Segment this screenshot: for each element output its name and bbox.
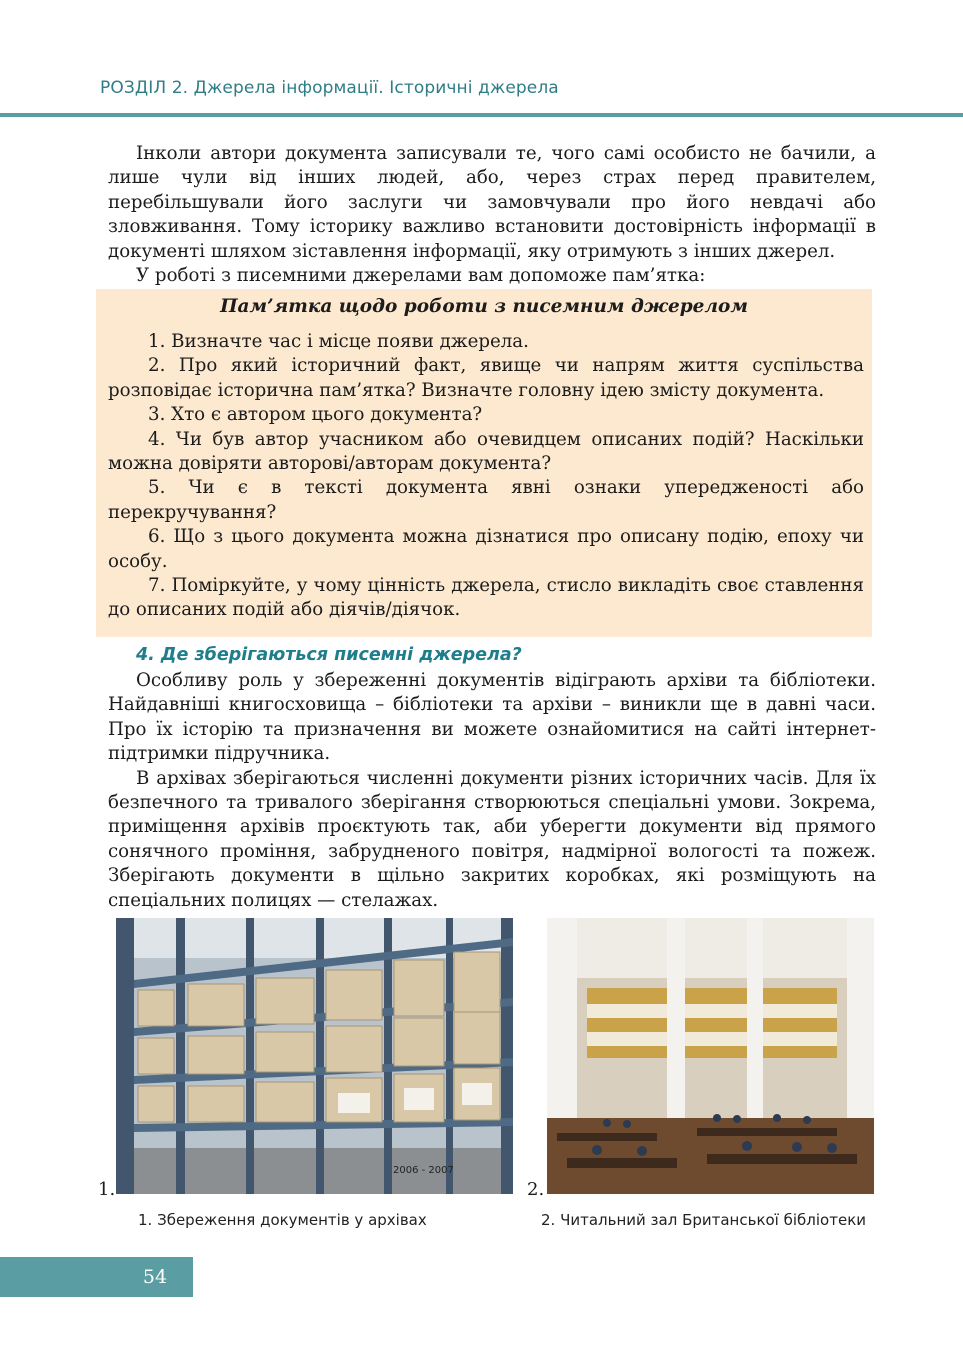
figure-2-number: 2. (527, 1179, 545, 1200)
section-paragraph-2: В архівах зберігаються численні документи різних історичних часів. Для їх безпечного та тривалого зберігання створюються спеціальні умови. Зокрема, приміщення архівів проєктують так, аби уберегти документи від прямого сонячного проміння, забрудненого повітря, надмірної вологості та пожеж. Зберігають документи в щільно закритих коробках, які розміщують на спеціальних полицях — стелажах. (108, 767, 876, 911)
header-rule (0, 113, 963, 117)
memo-item: 4. Чи був автор учасником або очевидцем описаних подій? Наскільки можна довіряти авторові/авторам документа? (108, 428, 864, 475)
figure-1-caption: 1. Збереження документів у архівах (138, 1211, 427, 1229)
page-number: 54 (142, 1266, 168, 1288)
memo-item: 2. Про який історичний факт, явище чи напрям життя суспільства розповідає історична пам’ятка? Визначте головну ідею змісту документа. (108, 355, 864, 401)
section-text (108, 669, 876, 913)
intro-paragraph-2: У роботі з писемними джерелами вам допоможе пам’ятка: (136, 265, 706, 287)
memo-item: 7. Поміркуйте, у чому цінність джерела, стисло викладіть своє ставлення до описаних подій або діячів/діячок. (108, 575, 864, 621)
box-label: 2006 - 2007 (393, 1165, 454, 1176)
memo-list (108, 330, 864, 623)
memo-item: 5. Чи є в тексті документа явні ознаки упередженості або перекручування? (108, 477, 864, 523)
section-paragraph-1: Особливу роль у збереженні документів відіграють архіви та бібліотеки. Найдавніші книгосховища – бібліотеки та архіви – виникли ще в давні часи. Про їх історію та призначення ви можете ознайомитися на сайті інтернет-підтримки підручника. (108, 670, 876, 765)
memo-item: 6. Що з цього документа можна дізнатися про описану подію, епоху чи особу. (108, 526, 864, 572)
section-heading: 4. Де зберігаються писемні джерела? (136, 645, 522, 665)
archive-shelves-photo (116, 918, 513, 1194)
reading-room-photo (547, 918, 874, 1194)
figure-1-number: 1. (98, 1179, 116, 1200)
memo-item: 1. Визначте час і місце появи джерела. (148, 331, 529, 352)
figure-2-caption: 2. Читальний зал Британської бібліотеки (541, 1211, 866, 1229)
memo-title: Пам’ятка щодо роботи з писемним джерелом (220, 296, 748, 317)
running-header: РОЗДІЛ 2. Джерела інформації. Історичні джерела (100, 78, 559, 98)
intro-paragraph-1: Інколи автори документа записували те, чого самі особисто не бачили, а лише чули від інших людей, або, через страх перед правителем, перебільшували його заслуги чи замовчували про його невдачі або зловживання. Тому історику важливо встановити достовірність інформації в документі шляхом зіставлення інформації, яку отримують з інших джерел. (108, 143, 876, 262)
memo-item: 3. Хто є автором цього документа? (148, 404, 483, 426)
intro-text (108, 142, 876, 288)
